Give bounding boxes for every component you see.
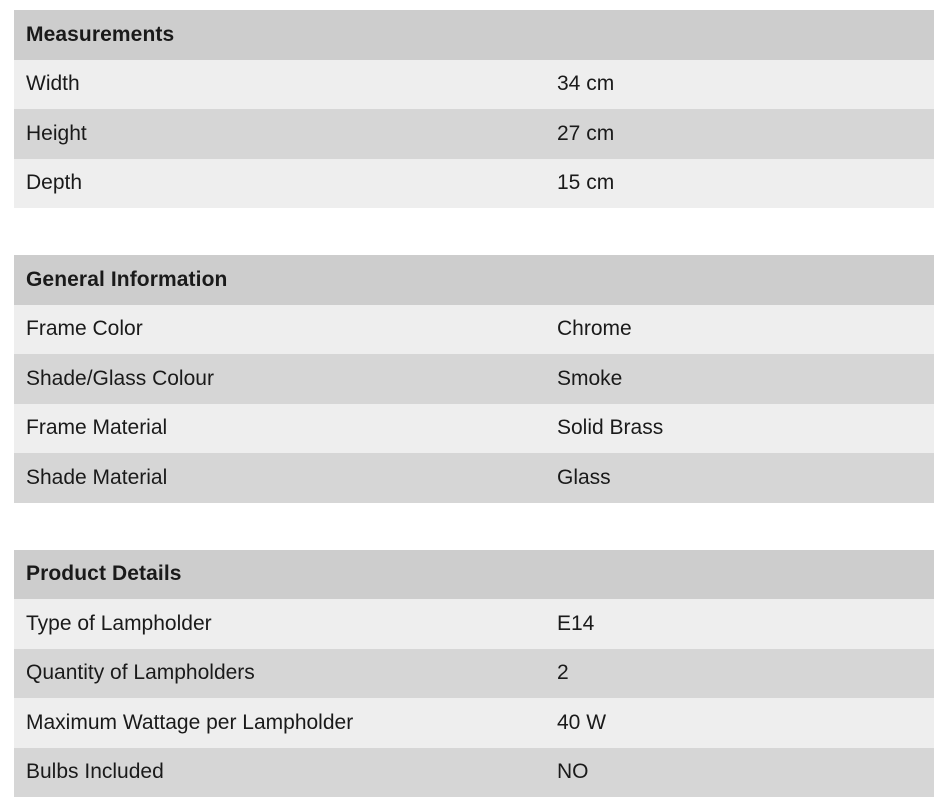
section-header — [14, 550, 934, 600]
row-value: 27 cm — [557, 121, 615, 145]
row-label: Bulbs Included — [26, 760, 164, 784]
section-title: General Information — [26, 267, 228, 291]
row-value: 15 cm — [557, 171, 615, 195]
row-label: Frame Color — [26, 317, 143, 341]
spec-table-general-information — [14, 255, 934, 503]
row-label: Shade Material — [26, 465, 168, 489]
table-row — [14, 599, 934, 649]
section-title: Measurements — [26, 22, 175, 46]
row-label: Height — [26, 121, 87, 145]
spec-table-measurements — [14, 10, 934, 208]
row-value: Chrome — [557, 317, 632, 341]
table-row — [14, 354, 934, 404]
row-value: 40 W — [557, 710, 607, 734]
row-value: NO — [557, 760, 589, 784]
row-label: Frame Material — [26, 416, 168, 440]
row-label: Shade/Glass Colour — [26, 366, 214, 390]
table-row — [14, 453, 934, 503]
row-label: Type of Lampholder — [26, 611, 212, 635]
section-header — [14, 10, 934, 60]
section-title: Product Details — [26, 562, 182, 586]
row-label: Maximum Wattage per Lampholder — [26, 710, 354, 734]
row-value: Smoke — [557, 366, 623, 390]
section-header — [14, 255, 934, 305]
table-row — [14, 404, 934, 454]
spec-page — [14, 10, 934, 797]
table-row — [14, 305, 934, 355]
table-row — [14, 649, 934, 699]
row-label: Depth — [26, 171, 83, 195]
table-row — [14, 159, 934, 209]
row-label: Width — [26, 72, 80, 96]
table-row — [14, 109, 934, 159]
row-value: E14 — [557, 611, 595, 635]
row-value: 34 cm — [557, 72, 615, 96]
table-row — [14, 698, 934, 748]
row-label: Quantity of Lampholders — [26, 661, 255, 685]
spec-table-product-details — [14, 550, 934, 797]
table-row — [14, 60, 934, 110]
row-value: Solid Brass — [557, 416, 664, 440]
table-row — [14, 748, 934, 797]
row-value: Glass — [557, 465, 611, 489]
row-value: 2 — [557, 661, 569, 685]
